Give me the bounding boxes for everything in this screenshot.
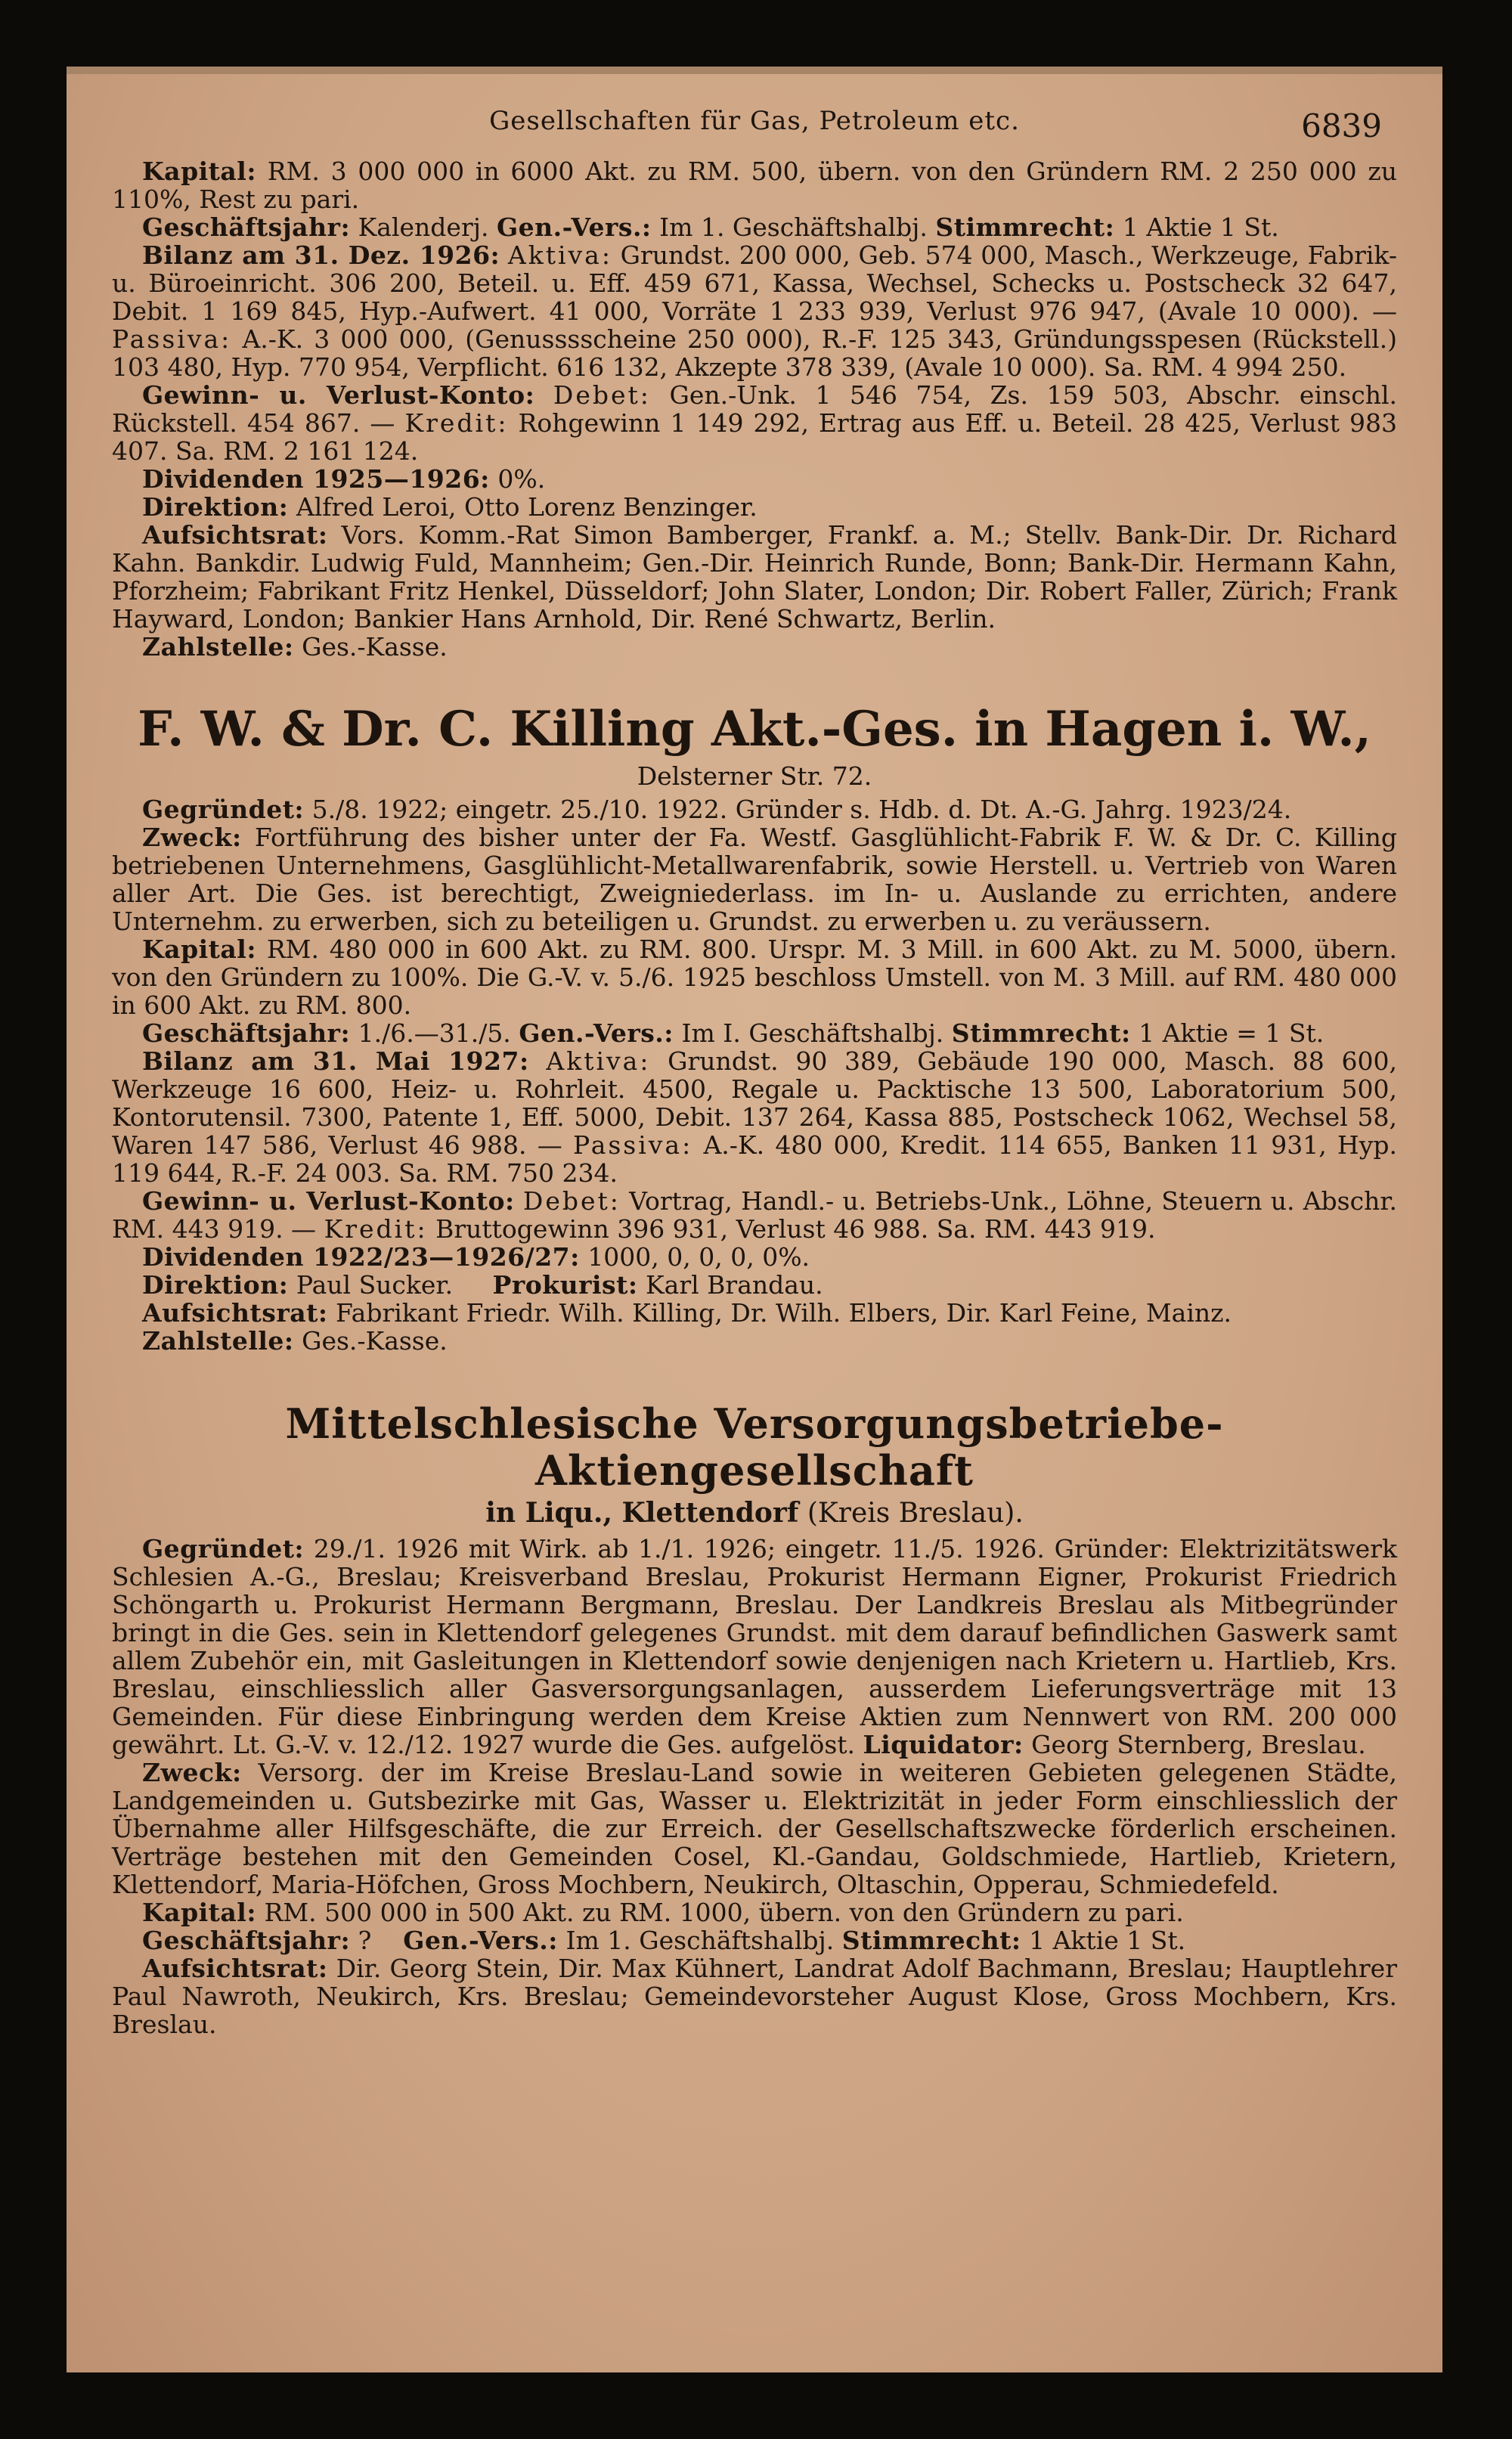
kredit-text: Bruttogewinn 396 931, Verlust 46 988. Sa. RM. 443 919. [435,1214,1156,1244]
gegruendet-para [112,795,1397,823]
direktion-label: Direktion: [142,1270,289,1300]
liquidator-label: Liquidator: [863,1730,1024,1759]
aufsichtsrat-text: Dir. Georg Stein, Dir. Max Kühnert, Landrat Adolf Bachmann, Breslau; Hauptlehrer Paul Nawroth, Neukirch, Krs. Breslau; Gemeindevorsteher August Klose, Gross Mochbern, Krs. Breslau. [112,1954,1397,2039]
stimmrecht-label: Stimmrecht: [935,212,1115,242]
guv-para [112,381,1397,465]
zweck-para [112,1759,1397,1898]
entry-killing [112,702,1397,1355]
gegruendet-text: 5./8. 1922; eingetr. 25./10. 1922. Gründer s. Hdb. d. Dt. A.-G. Jahrg. 1923/24. [311,795,1292,824]
kapital-label: Kapital: [142,1898,257,1927]
geschaeftsjahr-para [112,1926,1397,1954]
guv-label: Gewinn- u. Verlust-Konto: [142,1186,515,1216]
debet-text: Vortrag, Handl.- u. Betriebs-Unk., Löhne, Steuern u. Abschr. RM. 443 919. — [112,1186,1397,1244]
aktiva-label: Aktiva: [507,240,612,270]
company-address: Delsterner Str. 72. [637,761,872,791]
subtitle-location: in Liqu., Klettendorf [485,1497,799,1529]
passiva-label: Passiva: [112,324,232,354]
bilanz-para [112,1047,1397,1187]
aufsichtsrat-label: Aufsichtsrat: [142,520,328,550]
stimmrecht-label: Stimmrecht: [841,1926,1021,1955]
debet-text: Gen.-Unk. 1 546 754, Zs. 159 503, Abschr. einschl. Rückstell. 454 867. — [112,380,1397,438]
geschaeftsjahr-para [112,213,1397,241]
gv-label: Gen.-Vers.: [519,1018,674,1048]
aktiva-text: Grundst. 200 000, Geb. 574 000, Masch., Werkzeuge, Fabrik- u. Büroeinricht. 306 200, Beteil. u. Eff. 459 671, Kassa, Wechsel, Schecks u. Postscheck 32 647, Debit. 1 169 845, Hyp.-Aufwert. 41 000, Vorräte 1 233 939, Verlust 976 947, (Avale 10 000). — [112,240,1397,326]
direktion-text: Paul Sucker. [296,1270,454,1300]
entry-mittelschlesische [112,1400,1397,2038]
aufsichtsrat-para [112,1954,1397,2038]
aktiva-text: Grundst. 90 389, Gebäude 190 000, Masch. 88 600, Werkzeuge 16 600, Heiz- u. Rohrleit. 4500, Regale u. Packtische 13 500, Laboratorium 500, Kontorutensil. 7300, Patente 1, Eff. 5000, Debit. 137 264, Kassa 885, Postscheck 1062, Wechsel 58, Waren 147 586, Verlust 46 988. — [112,1046,1397,1160]
gegruendet-label: Gegründet: [142,795,305,824]
debet-label: Debet: [553,380,651,410]
zweck-text: Versorg. der im Kreise Breslau-Land sowie in weiteren Gebieten gelegenen Städte, Landgemeinden u. Gutsbezirke mit Gas, Wasser u. Elektrizität in jeder Form einschliesslich der Übernahme aller Hilfsgeschäfte, die zur Erreich. der Gesellschaftszwecke förderlich erscheinen. Verträge bestehen mit den Gemeinden Cosel, Kl.-Gandau, Goldschmiede, Hartlieb, Krietern, Klettendorf, Maria-Höfchen, Gross Mochbern, Neukirch, Oltaschin, Opperau, Schmiedefeld. [112,1758,1397,1899]
gegruendet-label: Gegründet: [142,1534,305,1564]
kredit-label: Kredit: [404,408,509,438]
kapital-para [112,1898,1397,1926]
kapital-label: Kapital: [142,934,257,964]
zahlstelle-text: Ges.-Kasse. [302,1326,448,1356]
direktion-para [112,1271,1397,1299]
dividenden-label: Dividenden 1922/23—1926/27: [142,1242,580,1272]
gegruendet-text: 29./1. 1926 mit Wirk. ab 1./1. 1926; eingetr. 11./5. 1926. Gründer: Elektrizitätswerk Schlesien A.-G., Breslau; Kreisverband Breslau, Prokurist Hermann Eigner, Prokurist Friedrich Schöngarth u. Prokurist Hermann Bergmann, Breslau. Der Landkreis Breslau als Mitbegründer bringt in die Ges. sein in Klettendorf gelegenes Grundst. mit dem darauf befindlichen Gaswerk samt allem Zubehör ein, mit Gasleitungen in Klettendorf sowie denjenigen nach Krietern u. Hartlieb, Krs. Breslau, einschliesslich aller Gasversorgungsanlagen, ausserdem Lieferungsverträge mit 13 Gemeinden. Für diese Einbringung werden dem Kreise Aktien zum Nennwert von RM. 200 000 gewährt. Lt. G.-V. v. 12./12. 1927 wurde die Ges. aufgelöst. [112,1534,1397,1759]
zahlstelle-label: Zahlstelle: [142,1326,294,1356]
book-page [67,67,1442,2372]
kapital-para [112,157,1397,213]
kapital-para [112,935,1397,1019]
company-subtitle [112,1497,1397,1529]
zahlstelle-para [112,633,1397,661]
bilanz-para [112,241,1397,381]
bilanz-label: Bilanz am 31. Dez. 1926: [142,240,500,270]
aufsichtsrat-label: Aufsichtsrat: [142,1954,328,1983]
gv-text: Im 1. Geschäftshalbj. [659,212,928,242]
passiva-text: A.-K. 480 000, Kredit. 114 655, Banken 11 931, Hyp. 119 644, R.-F. 24 003. Sa. RM. 750 234. [112,1130,1397,1188]
gv-text: Im 1. Geschäftshalbj. [565,1926,835,1955]
direktion-label: Direktion: [142,492,289,522]
dividenden-para [112,1243,1397,1271]
gj-text: 1./6.—31./5. [358,1018,511,1048]
debet-label: Debet: [522,1186,621,1216]
subtitle-district: (Kreis Breslau). [807,1498,1024,1529]
gv-label: Gen.-Vers.: [496,212,652,242]
zweck-label: Zweck: [142,823,242,852]
stimmrecht-label: Stimmrecht: [951,1018,1131,1048]
gegruendet-para [112,1535,1397,1759]
dividenden-text: 0%. [497,464,546,494]
stimmrecht-text: 1 Aktie 1 St. [1122,212,1279,242]
gj-label: Geschäftsjahr: [142,212,351,242]
guv-para [112,1187,1397,1243]
kredit-label: Kredit: [324,1214,428,1244]
zweck-text: Fortführung des bisher unter der Fa. Westf. Gasglühlicht-Fabrik F. W. & Dr. C. Killing betriebenen Unternehmens, Gasglühlicht-Metallwarenfabrik, sowie Herstell. u. Vertrieb von Waren aller Art. Die Ges. ist berechtigt, Zweigniederlass. im In- u. Auslande zu errichten, andere Unternehm. zu erwerben, sich zu beteiligen u. Grundst. zu erwerben u. zu veräussern. [112,823,1397,936]
aktiva-label: Aktiva: [546,1046,651,1076]
stimmrecht-text: 1 Aktie 1 St. [1029,1926,1186,1955]
direktion-para [112,493,1397,521]
prokurist-text: Karl Brandau. [646,1270,823,1300]
running-title: Gesellschaften für Gas, Petroleum etc. [489,106,1020,136]
gj-text: ? [358,1926,372,1955]
aufsichtsrat-text: Vors. Komm.-Rat Simon Bamberger, Frankf. a. M.; Stellv. Bank-Dir. Dr. Richard Kahn. Bankdir. Ludwig Fuld, Mannheim; Gen.-Dir. Heinrich Runde, Bonn; Bank-Dir. Hermann Kahn, Pforzheim; Fabrikant Fritz Henkel, Düsseldorf; John Slater, London; Dir. Robert Faller, Zürich; Frank Hayward, London; Bankier Hans Arnhold, Dir. René Schwartz, Berlin. [112,520,1397,634]
bilanz-label: Bilanz am 31. Mai 1927: [142,1046,529,1076]
page-number: 6839 [1301,107,1382,144]
company-title: Mittelschlesische Versorgungsbetriebe-Aktiengesellschaft [285,1399,1224,1495]
aufsichtsrat-para [112,1299,1397,1327]
aufsichtsrat-text: Fabrikant Friedr. Wilh. Killing, Dr. Wilh. Elbers, Dir. Karl Feine, Mainz. [336,1298,1232,1328]
dividenden-para [112,465,1397,493]
liquidator-text: Georg Sternberg, Breslau. [1031,1730,1366,1759]
gj-text: Kalenderj. [358,212,489,242]
kapital-label: Kapital: [142,157,257,186]
aufsichtsrat-label: Aufsichtsrat: [142,1298,328,1328]
passiva-label: Passiva: [572,1130,693,1160]
gv-label: Gen.-Vers.: [403,1926,558,1955]
dividenden-label: Dividenden 1925—1926: [142,464,490,494]
kapital-text: RM. 3 000 000 in 6000 Akt. zu RM. 500, übern. von den Gründern RM. 2 250 000 zu 110%, Rest zu pari. [112,157,1397,214]
geschaeftsjahr-para [112,1019,1397,1047]
stimmrecht-text: 1 Aktie = 1 St. [1139,1018,1325,1048]
passiva-text: A.-K. 3 000 000, (Genusssscheine 250 000), R.-F. 125 343, Gründungsspesen (Rückstell.) 103 480, Hyp. 770 954, Verpflicht. 616 132, Akzepte 378 339, (Avale 10 000). Sa. RM. 4 994 250. [112,324,1397,382]
aufsichtsrat-para [112,521,1397,633]
kredit-text: Rohgewinn 1 149 292, Ertrag aus Eff. u. Beteil. 28 425, Verlust 983 407. Sa. RM. 2 161 124. [112,408,1397,466]
direktion-text: Alfred Leroi, Otto Lorenz Benzinger. [296,492,758,522]
zahlstelle-text: Ges.-Kasse. [302,632,448,662]
zweck-label: Zweck: [142,1758,242,1787]
entry-continued [112,157,1397,661]
company-title: F. W. & Dr. C. Killing Akt.-Ges. in Hagen i. W., [138,701,1371,758]
gj-label: Geschäftsjahr: [142,1926,351,1955]
gj-label: Geschäftsjahr: [142,1018,351,1048]
guv-label: Gewinn- u. Verlust-Konto: [142,380,535,410]
prokurist-label: Prokurist: [492,1270,638,1300]
zahlstelle-para [112,1327,1397,1355]
kapital-text: RM. 500 000 in 500 Akt. zu RM. 1000, übern. von den Gründern zu pari. [264,1898,1184,1927]
kapital-text: RM. 480 000 in 600 Akt. zu RM. 800. Urspr. M. 3 Mill. in 600 Akt. zu M. 5000, übern. von den Gründern zu 100%. Die G.-V. v. 5./6. 1925 beschloss Umstell. von M. 3 Mill. auf RM. 480 000 in 600 Akt. zu RM. 800. [112,934,1397,1020]
page-edge [67,67,1442,74]
running-header [112,97,1397,157]
gv-text: Im I. Geschäftshalbj. [681,1018,944,1048]
zahlstelle-label: Zahlstelle: [142,632,294,662]
dividenden-text: 1000, 0, 0, 0, 0%. [587,1242,810,1272]
zweck-para [112,823,1397,935]
